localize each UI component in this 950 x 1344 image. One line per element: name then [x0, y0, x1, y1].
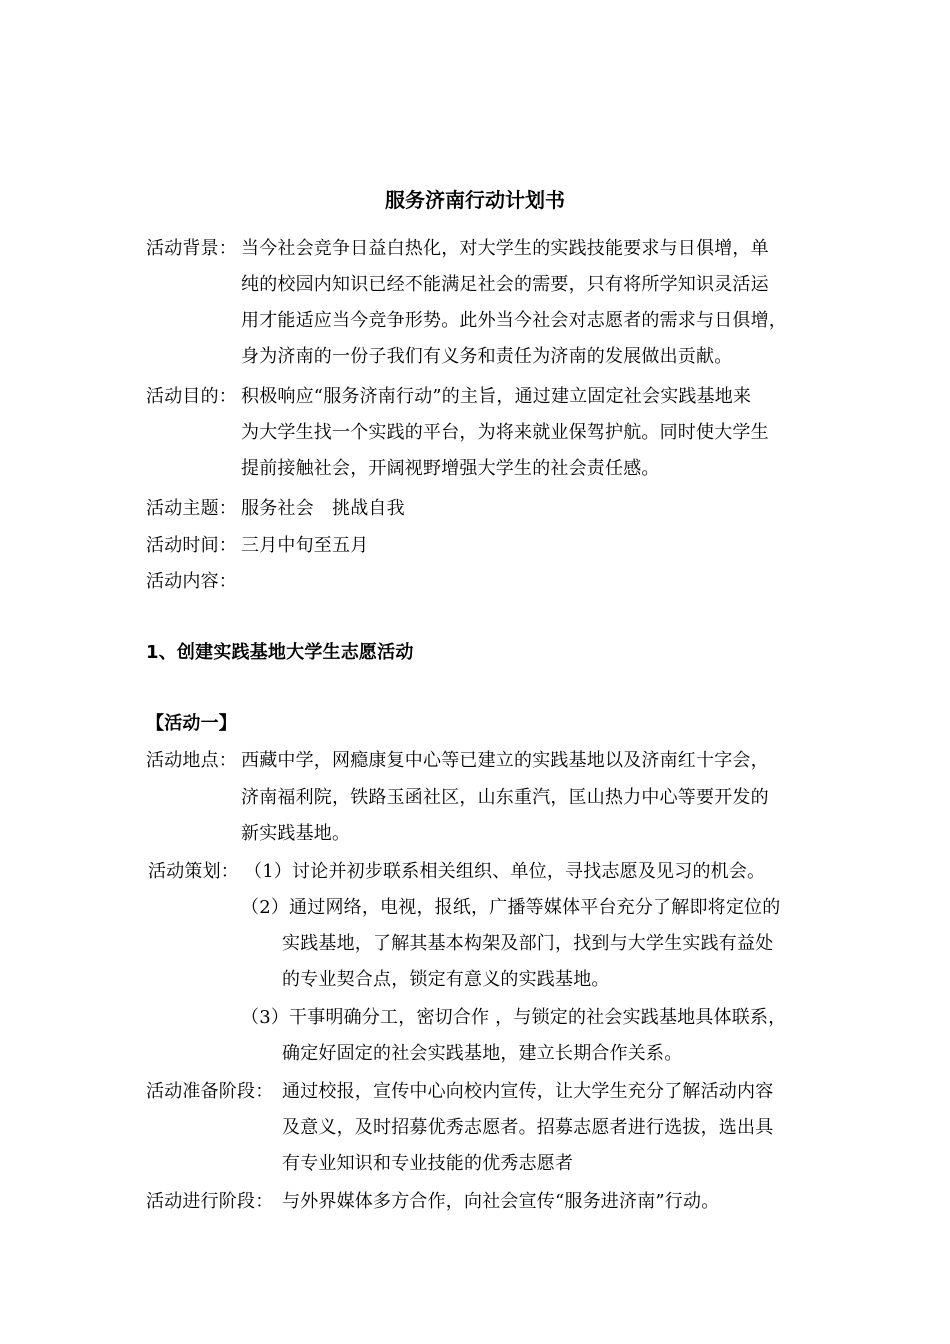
content-label: 活动内容： — [146, 571, 237, 592]
theme-value: 服务社会 挑战自我 — [241, 498, 405, 519]
background-line-3: 用才能适应当今竞争形势。此外当今社会对志愿者的需求与日俱增， — [241, 310, 787, 331]
background-line-4: 身为济南的一份子我们有义务和责任为济南的发展做出贡献。 — [241, 346, 733, 367]
theme-label: 活动主题： — [146, 498, 237, 519]
location-line-2: 济南福利院，铁路玉函社区，山东重汽，匡山热力中心等要开发的 — [241, 787, 769, 808]
activity-heading: 【活动一】 — [146, 713, 237, 734]
background-label: 活动背景： — [146, 238, 237, 259]
document-title: 服务济南行动计划书 — [385, 188, 565, 212]
plan-item-2-line-3: 的专业契合点，锁定有意义的实践基地。 — [282, 969, 610, 990]
plan-label: 活动策划： — [148, 861, 239, 882]
plan-item-1: （1）讨论并初步联系相关组织、单位，寻找志愿及见习的机会。 — [244, 861, 766, 882]
prep-line-3: 有专业知识和专业技能的优秀志愿者 — [282, 1153, 574, 1174]
progress-label: 活动进行阶段： — [146, 1191, 274, 1212]
time-value: 三月中旬至五月 — [241, 535, 369, 556]
plan-item-3-line-1: （3）干事明确分工，密切合作 ，与锁定的社会实践基地具体联系， — [241, 1007, 787, 1028]
purpose-line-3: 提前接触社会，开阔视野增强大学生的社会责任感。 — [241, 458, 660, 479]
background-line-1: 当今社会竞争日益白热化，对大学生的实践技能要求与日俱增，单 — [241, 238, 769, 259]
location-line-1: 西藏中学，网瘾康复中心等已建立的实践基地以及济南红十字会， — [241, 750, 769, 771]
background-line-2: 纯的校园内知识已经不能满足社会的需要，只有将所学知识灵活运 — [241, 274, 769, 295]
prep-line-1: 通过校报，宣传中心向校内宣传，让大学生充分了解活动内容 — [282, 1081, 774, 1102]
purpose-line-2: 为大学生找一个实践的平台，为将来就业保驾护航。同时使大学生 — [241, 422, 769, 443]
time-label: 活动时间： — [146, 535, 237, 556]
location-label: 活动地点： — [146, 750, 237, 771]
purpose-label: 活动目的： — [146, 386, 237, 407]
progress-value: 与外界媒体多方合作，向社会宣传“服务进济南”行动。 — [282, 1191, 720, 1212]
purpose-line-1: 积极响应“服务济南行动”的主旨，通过建立固定社会实践基地来 — [241, 386, 752, 407]
plan-item-2-line-1: （2）通过网络，电视，报纸，广播等媒体平台充分了解即将定位的 — [241, 897, 781, 918]
prep-line-2: 及意义，及时招募优秀志愿者。招募志愿者进行选拔，选出具 — [282, 1117, 774, 1138]
prep-label: 活动准备阶段： — [146, 1081, 274, 1102]
section-heading: 1、创建实践基地大学生志愿活动 — [146, 642, 414, 663]
plan-item-2-line-2: 实践基地，了解其基本构架及部门，找到与大学生实践有益处 — [282, 933, 774, 954]
location-line-3: 新实践基地。 — [241, 823, 351, 844]
plan-item-3-line-2: 确定好固定的社会实践基地，建立长期合作关系。 — [282, 1043, 683, 1064]
